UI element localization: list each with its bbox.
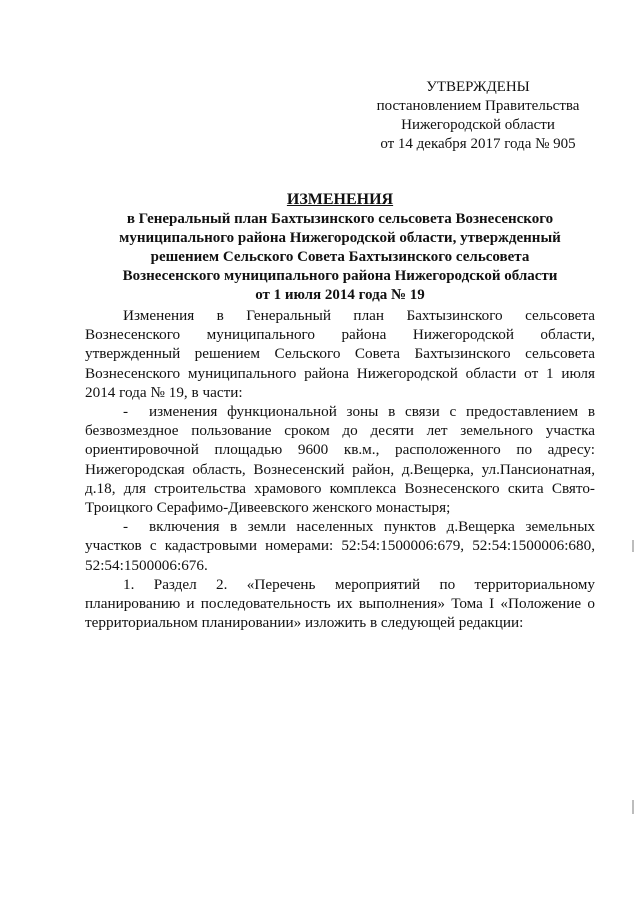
bullet-marker: - xyxy=(123,518,129,536)
numbered-item: 1. Раздел 2. «Перечень мероприятий по территориальному планированию и последовательность их выполнения» Тома I «Положение о территориальном планировании» изложить в следующей редакции: xyxy=(85,575,595,632)
document-title: ИЗМЕНЕНИЯ xyxy=(286,191,394,208)
approval-basis: постановлением Правительства xyxy=(376,98,580,114)
document-heading xyxy=(90,190,590,305)
list-item xyxy=(85,517,595,575)
scan-artifact xyxy=(632,800,634,814)
approval-date: от 14 декабря 2017 года № 905 xyxy=(380,136,576,152)
heading-line: Вознесенского муниципального района Нижегородской области xyxy=(122,268,558,284)
list-item-text: изменения функциональной зоны в связи с предоставлением в безвозмездное пользование сроком до десяти лет земельного участка ориентировочной площадью 9600 кв.м., расположенного по адресу: Нижегородская область, Вознесенский район, д.Вещерка, ул.Пансионатная, д.18, для строительства храмового комплекса Вознесенского скита Свято-Троицкого Серафимо-Дивеевского женского монастыря; xyxy=(85,403,595,517)
heading-line: от 1 июля 2014 года № 19 xyxy=(255,287,425,303)
approval-region: Нижегородской области xyxy=(401,117,555,133)
scan-artifact xyxy=(632,540,634,552)
bullet-marker: - xyxy=(123,403,129,421)
heading-line: в Генеральный план Бахтызинского сельсовета Вознесенского xyxy=(126,211,554,227)
approval-status: УТВЕРЖДЕНЫ xyxy=(426,79,530,95)
list-item-text: включения в земли населенных пунктов д.Вещерка земельных участков с кадастровыми номерами: 52:54:1500006:679, 52:54:1500006:680, 52:54:1500006:676. xyxy=(85,518,595,574)
intro-paragraph: Изменения в Генеральный план Бахтызинского сельсовета Вознесенского муниципального района Нижегородской области, утвержденный решением Сельского Совета Бахтызинского сельсовета Вознесенского муниципального района Нижегородской области от 1 июля 2014 года № 19, в части: xyxy=(85,307,595,401)
approval-stamp xyxy=(360,78,596,154)
heading-line: муниципального района Нижегородской области, утвержденный xyxy=(119,230,561,246)
document-body xyxy=(85,306,595,632)
list-item xyxy=(85,402,595,517)
heading-line: решением Сельского Совета Бахтызинского сельсовета xyxy=(150,249,530,265)
